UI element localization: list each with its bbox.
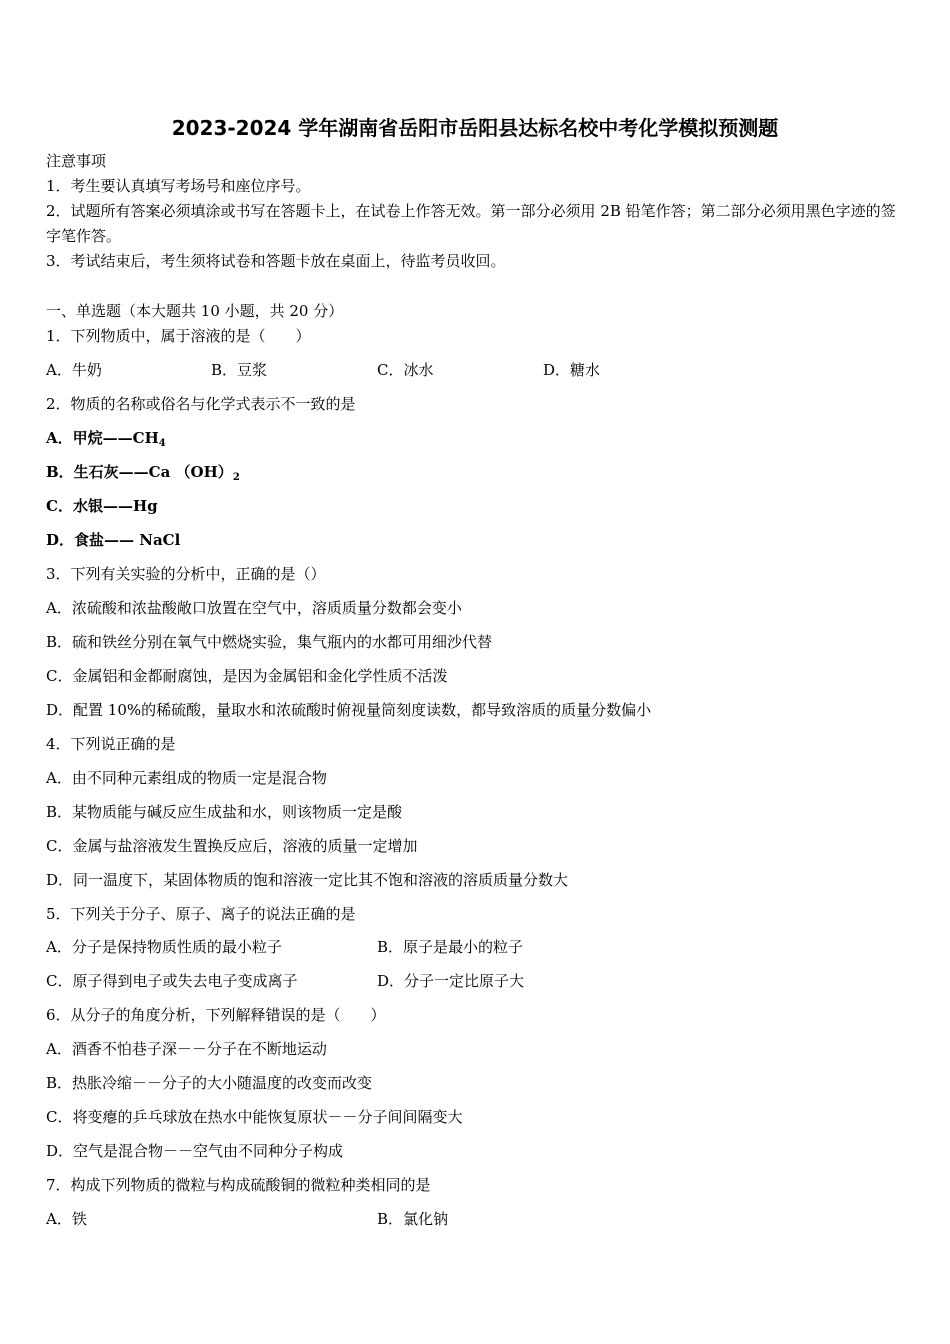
question-3-option-b: B．硫和铁丝分别在氧气中燃烧实验，集气瓶内的水都可用细沙代替	[46, 633, 493, 651]
question-4-option-d: D．同一温度下，某固体物质的饱和溶液一定比其不饱和溶液的溶质质量分数大	[46, 871, 569, 889]
question-3-stem: 3．下列有关实验的分析中，正确的是（）	[46, 565, 326, 583]
question-2-stem: 2．物质的名称或俗名与化学式表示不一致的是	[46, 395, 356, 413]
question-4-stem: 4．下列说正确的是	[46, 735, 176, 753]
question-5-option-d: D．分子一定比原子大	[377, 972, 525, 990]
question-7-stem: 7．构成下列物质的微粒与构成硫酸铜的微粒种类相同的是	[46, 1176, 431, 1194]
question-1-option-a: A．牛奶	[46, 361, 102, 379]
option-text: D．食盐—— NaCl	[46, 531, 181, 549]
question-6-option-d: D．空气是混合物－－空气由不同种分子构成	[46, 1142, 344, 1160]
question-5-stem: 5．下列关于分子、原子、离子的说法正确的是	[46, 905, 356, 923]
question-6-option-c: C．将变瘪的乒乓球放在热水中能恢复原状－－分子间间隔变大	[46, 1108, 463, 1126]
option-text: B．生石灰——Ca （OH）	[46, 463, 233, 481]
notice-heading: 注意事项	[46, 152, 107, 170]
question-6-stem: 6．从分子的角度分析，下列解释错误的是（ ）	[46, 1006, 386, 1024]
notice-item-2: 2．试题所有答案必须填涂或书写在答题卡上，在试卷上作答无效。第一部分必须用 2B 铅笔作答；第二部分必须用黑色字迹的签字笔作答。	[46, 202, 896, 245]
question-2-option-b	[46, 462, 240, 488]
question-1-option-d: D．糖水	[543, 361, 601, 379]
section-heading: 一、单选题（本大题共 10 小题，共 20 分）	[46, 302, 344, 320]
option-text: A．甲烷——CH	[46, 429, 159, 447]
question-7-option-b: B．氯化钠	[377, 1210, 449, 1228]
question-4-option-a: A．由不同种元素组成的物质一定是混合物	[46, 769, 327, 787]
question-6-option-a: A．酒香不怕巷子深－－分子在不断地运动	[46, 1040, 327, 1058]
question-1-option-b: B．豆浆	[211, 361, 268, 379]
question-3-option-d: D．配置 10%的稀硫酸，量取水和浓硫酸时俯视量筒刻度读数，都导致溶质的质量分数偏小	[46, 701, 652, 719]
question-4-option-b: B．某物质能与碱反应生成盐和水，则该物质一定是酸	[46, 803, 403, 821]
page-title: 2023-2024 学年湖南省岳阳市岳阳县达标名校中考化学模拟预测题	[171, 116, 779, 140]
question-5-option-a: A．分子是保持物质性质的最小粒子	[46, 938, 282, 956]
question-2-option-a	[46, 428, 166, 454]
notice-item-1: 1．考生要认真填写考场号和座位序号。	[46, 177, 311, 195]
question-6-option-b: B．热胀冷缩－－分子的大小随温度的改变而改变	[46, 1074, 373, 1092]
question-1-option-c: C．冰水	[377, 361, 434, 379]
subscript: 4	[158, 438, 166, 449]
notice-item-3: 3．考试结束后，考生须将试卷和答题卡放在桌面上，待监考员收回。	[46, 252, 506, 270]
question-5-option-b: B．原子是最小的粒子	[377, 938, 524, 956]
question-2-option-c	[46, 496, 158, 516]
question-1-stem: 1．下列物质中，属于溶液的是（ ）	[46, 327, 311, 345]
question-3-option-a: A．浓硫酸和浓盐酸敞口放置在空气中，溶质质量分数都会变小	[46, 599, 462, 617]
question-7-option-a: A．铁	[46, 1210, 87, 1228]
subscript: 2	[232, 472, 240, 483]
question-2-option-d	[46, 530, 180, 550]
option-text: C．水银——Hg	[46, 497, 158, 515]
question-3-option-c: C．金属铝和金都耐腐蚀，是因为金属铝和金化学性质不活泼	[46, 667, 448, 685]
question-5-option-c: C．原子得到电子或失去电子变成离子	[46, 972, 298, 990]
question-4-option-c: C．金属与盐溶液发生置换反应后，溶液的质量一定增加	[46, 837, 418, 855]
